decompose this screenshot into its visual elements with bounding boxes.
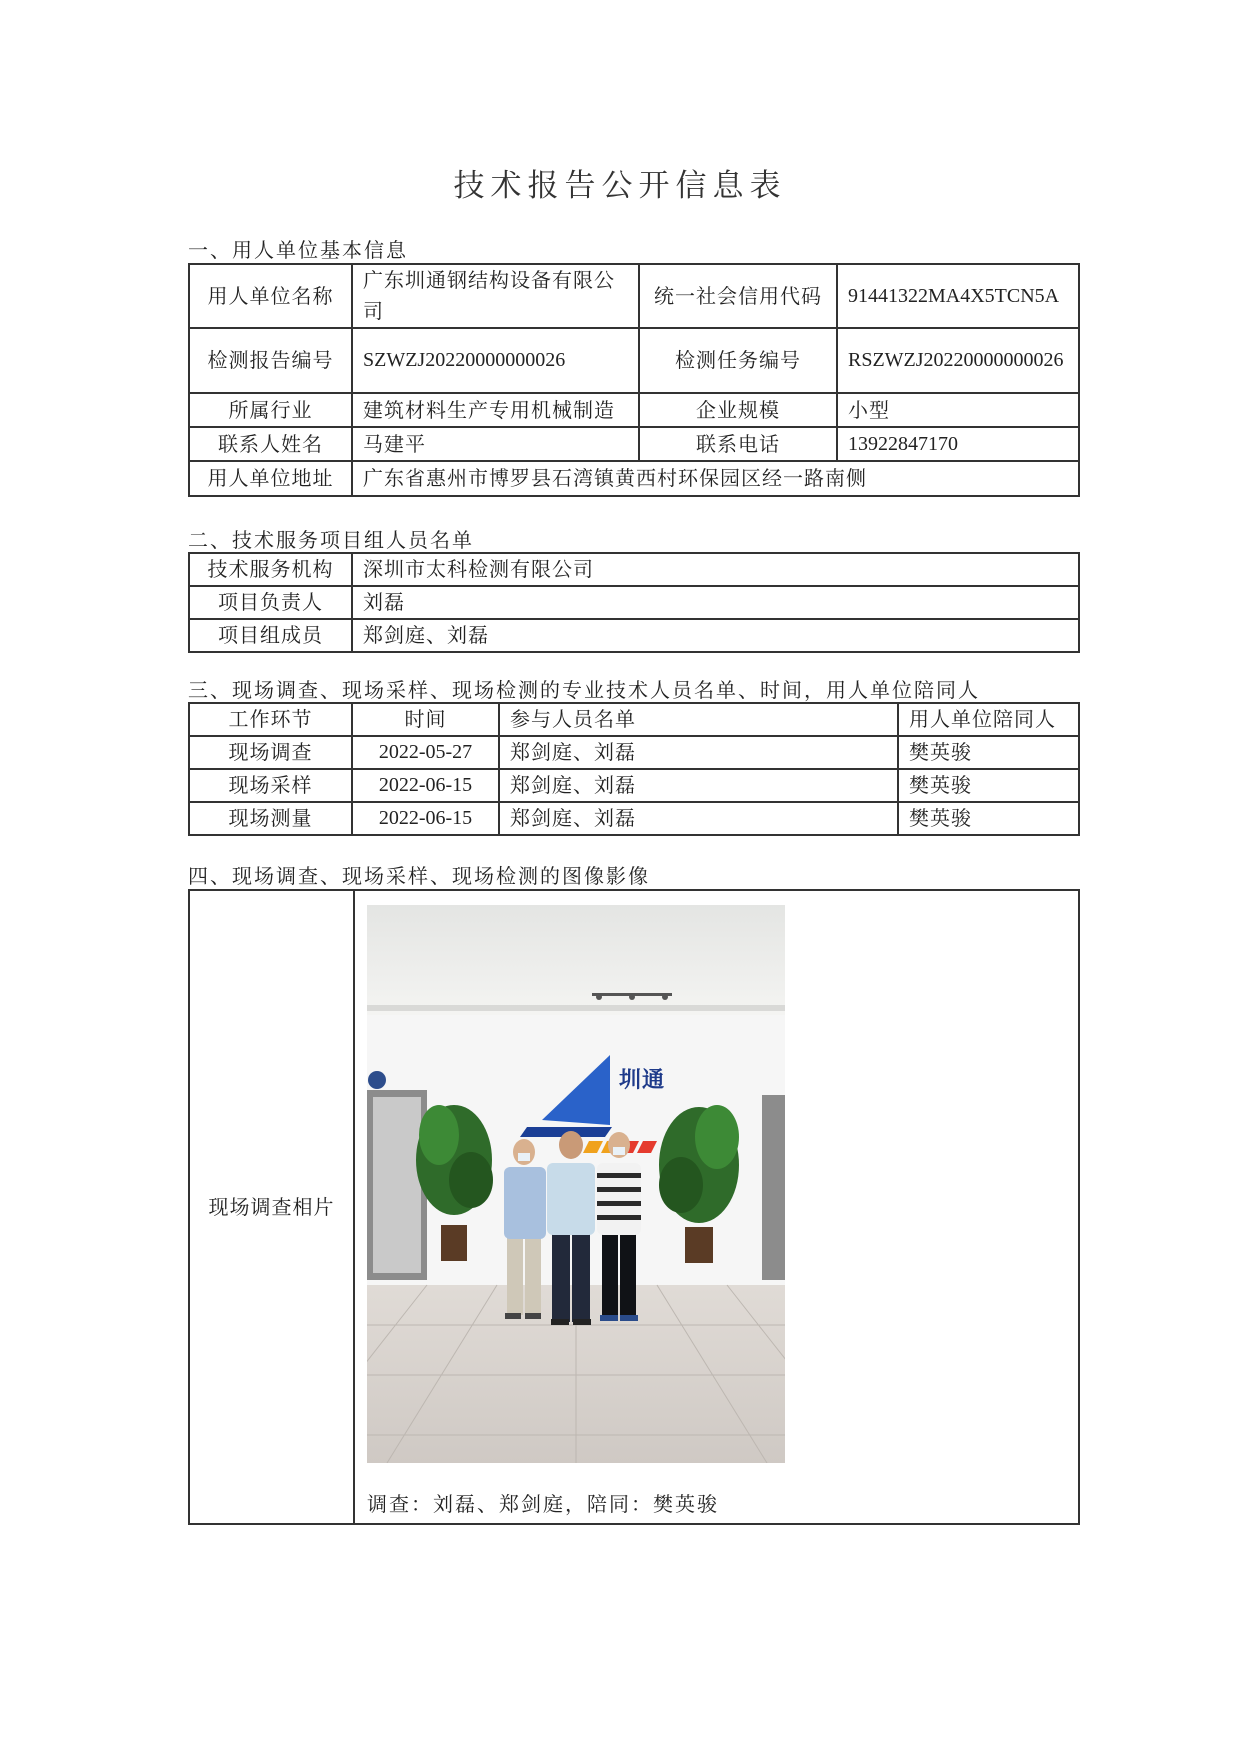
col-header-time: 时间 bbox=[352, 703, 499, 736]
report-number-value: SZWZJ20220000000026 bbox=[352, 328, 639, 393]
address-label: 用人单位地址 bbox=[189, 461, 352, 496]
company-scale-label: 企业规模 bbox=[639, 393, 837, 427]
project-lead-label: 项目负责人 bbox=[189, 586, 352, 619]
contact-name-value: 马建平 bbox=[352, 427, 639, 461]
section3-heading: 三、现场调查、现场采样、现场检测的专业技术人员名单、时间，用人单位陪同人 bbox=[188, 678, 980, 702]
company-scale-value: 小型 bbox=[837, 393, 1079, 427]
site-survey-photo bbox=[367, 905, 785, 1463]
col-header-escort: 用人单位陪同人 bbox=[898, 703, 1079, 736]
table-row bbox=[189, 736, 1079, 769]
section2-heading: 二、技术服务项目组人员名单 bbox=[188, 528, 474, 552]
team-members-value: 郑剑庭、刘磊 bbox=[352, 619, 1079, 652]
col-header-stage: 工作环节 bbox=[189, 703, 352, 736]
employer-info-table bbox=[188, 263, 1080, 497]
photo-cell bbox=[354, 890, 1079, 1524]
project-lead-value: 刘磊 bbox=[352, 586, 1079, 619]
escort-cell: 樊英骏 bbox=[898, 736, 1079, 769]
table-row bbox=[189, 553, 1079, 586]
photo-sign-text: 圳通 bbox=[619, 1067, 666, 1093]
section1-heading: 一、用人单位基本信息 bbox=[188, 238, 408, 262]
project-team-table bbox=[188, 552, 1080, 653]
table-row bbox=[189, 890, 1079, 1524]
report-number-label: 检测报告编号 bbox=[189, 328, 352, 393]
table-row bbox=[189, 619, 1079, 652]
participants-cell: 郑剑庭、刘磊 bbox=[499, 769, 898, 802]
stage-cell: 现场测量 bbox=[189, 802, 352, 835]
table-row bbox=[189, 586, 1079, 619]
page-title: 技术报告公开信息表 bbox=[453, 168, 787, 204]
date-cell: 2022-06-15 bbox=[352, 769, 499, 802]
table-row bbox=[189, 802, 1079, 835]
participants-cell: 郑剑庭、刘磊 bbox=[499, 802, 898, 835]
table-row bbox=[189, 461, 1079, 496]
date-cell: 2022-06-15 bbox=[352, 802, 499, 835]
contact-phone-label: 联系电话 bbox=[639, 427, 837, 461]
date-cell: 2022-05-27 bbox=[352, 736, 499, 769]
table-row bbox=[189, 393, 1079, 427]
field-work-table bbox=[188, 702, 1080, 836]
photo-label: 现场调查相片 bbox=[189, 890, 354, 1524]
table-row bbox=[189, 264, 1079, 328]
stage-cell: 现场采样 bbox=[189, 769, 352, 802]
site-survey-photo-drawing bbox=[367, 905, 785, 1463]
credit-code-value: 91441322MA4X5TCN5A bbox=[837, 264, 1079, 328]
team-members-label: 项目组成员 bbox=[189, 619, 352, 652]
contact-name-label: 联系人姓名 bbox=[189, 427, 352, 461]
photo-caption: 调查：刘磊、郑剑庭，陪同：樊英骏 bbox=[367, 1492, 719, 1516]
table-row bbox=[189, 328, 1079, 393]
table-header-row bbox=[189, 703, 1079, 736]
employer-name-label: 用人单位名称 bbox=[189, 264, 352, 328]
credit-code-label: 统一社会信用代码 bbox=[639, 264, 837, 328]
stage-cell: 现场调查 bbox=[189, 736, 352, 769]
site-images-table bbox=[188, 889, 1080, 1525]
section4-heading: 四、现场调查、现场采样、现场检测的图像影像 bbox=[188, 864, 650, 888]
task-number-label: 检测任务编号 bbox=[639, 328, 837, 393]
service-agency-value: 深圳市太科检测有限公司 bbox=[352, 553, 1079, 586]
table-row bbox=[189, 769, 1079, 802]
industry-label: 所属行业 bbox=[189, 393, 352, 427]
escort-cell: 樊英骏 bbox=[898, 802, 1079, 835]
employer-name-value: 广东圳通钢结构设备有限公司 bbox=[352, 264, 639, 328]
col-header-participants: 参与人员名单 bbox=[499, 703, 898, 736]
contact-phone-value: 13922847170 bbox=[837, 427, 1079, 461]
service-agency-label: 技术服务机构 bbox=[189, 553, 352, 586]
participants-cell: 郑剑庭、刘磊 bbox=[499, 736, 898, 769]
task-number-value: RSZWZJ20220000000026 bbox=[837, 328, 1079, 393]
industry-value: 建筑材料生产专用机械制造 bbox=[352, 393, 639, 427]
escort-cell: 樊英骏 bbox=[898, 769, 1079, 802]
table-row bbox=[189, 427, 1079, 461]
address-value: 广东省惠州市博罗县石湾镇黄西村环保园区经一路南侧 bbox=[352, 461, 1079, 496]
